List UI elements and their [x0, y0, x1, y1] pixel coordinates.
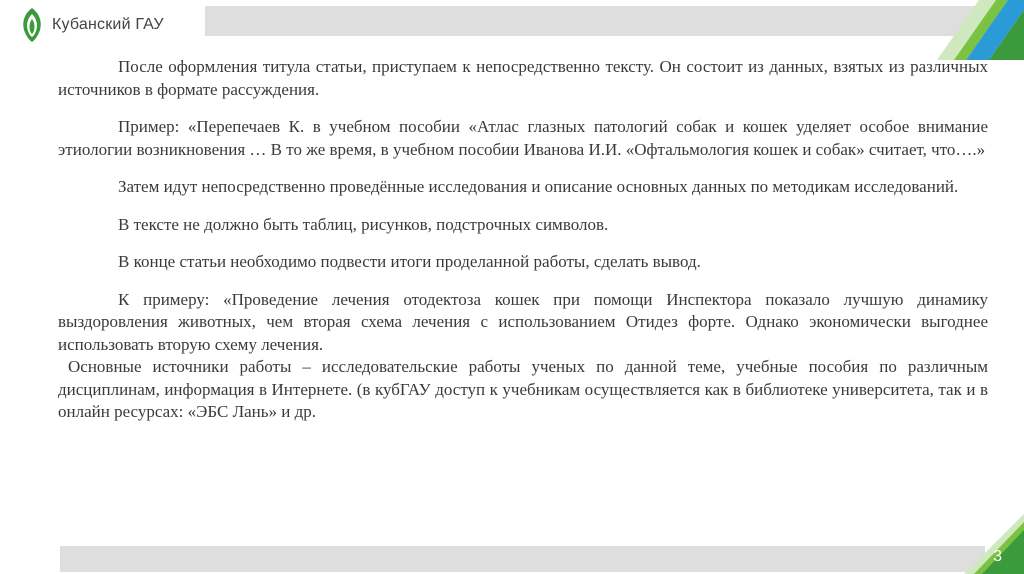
- paragraph-example: Пример: «Перепечаев К. в учебном пособии «Атлас глазных патологий собак и кошек уделяет особое внимание этиологии возникновения … В то же время, в учебном пособии Иванова И.И. «Офтальмология кошек и собак» считает, что….»: [58, 117, 988, 159]
- page-number: 3: [993, 548, 1002, 565]
- paragraph-research: Затем идут непосредственно проведённые исследования и описание основных данных по методикам исследований.: [118, 177, 959, 196]
- paragraph-conclusion: В конце статьи необходимо подвести итоги проделанной работы, сделать вывод.: [118, 252, 701, 271]
- footer-bar: [60, 546, 985, 572]
- header-bar: [205, 6, 1000, 36]
- kubgau-logo-icon: [20, 6, 44, 44]
- paragraph-intro: После оформления титула статьи, приступаем к непосредственно тексту. Он состоит из данных, взятых из различных источников в формате рассуждения.: [58, 57, 988, 99]
- org-name: Кубанский ГАУ: [52, 16, 164, 33]
- paragraph-no-tables: В тексте не должно быть таблиц, рисунков, подстрочных символов.: [118, 214, 609, 234]
- paragraph-sources: Основные источники работы – исследовательские работы ученых по данной теме, учебные пособия по различным дисциплинам, информация в Интернете. (в кубГАУ доступ к учебникам осуществляется как в библиотеке университета, так и в онлайн ресурсах: «ЭБС Лань» и др.: [58, 357, 988, 421]
- logo: [20, 6, 164, 44]
- paragraph-example-2: К примеру: «Проведение лечения отодектоза кошек при помощи Инспектора показало лучшую динамику выздоровления животных, чем вторая схема лечения с использованием Отидез форте. Однако экономически выгоднее использовать вторую схему лечения.: [58, 289, 988, 354]
- footer-triangle-decoration: [944, 514, 1024, 574]
- corner-stripes-decoration: [884, 0, 1024, 60]
- content: [58, 56, 988, 439]
